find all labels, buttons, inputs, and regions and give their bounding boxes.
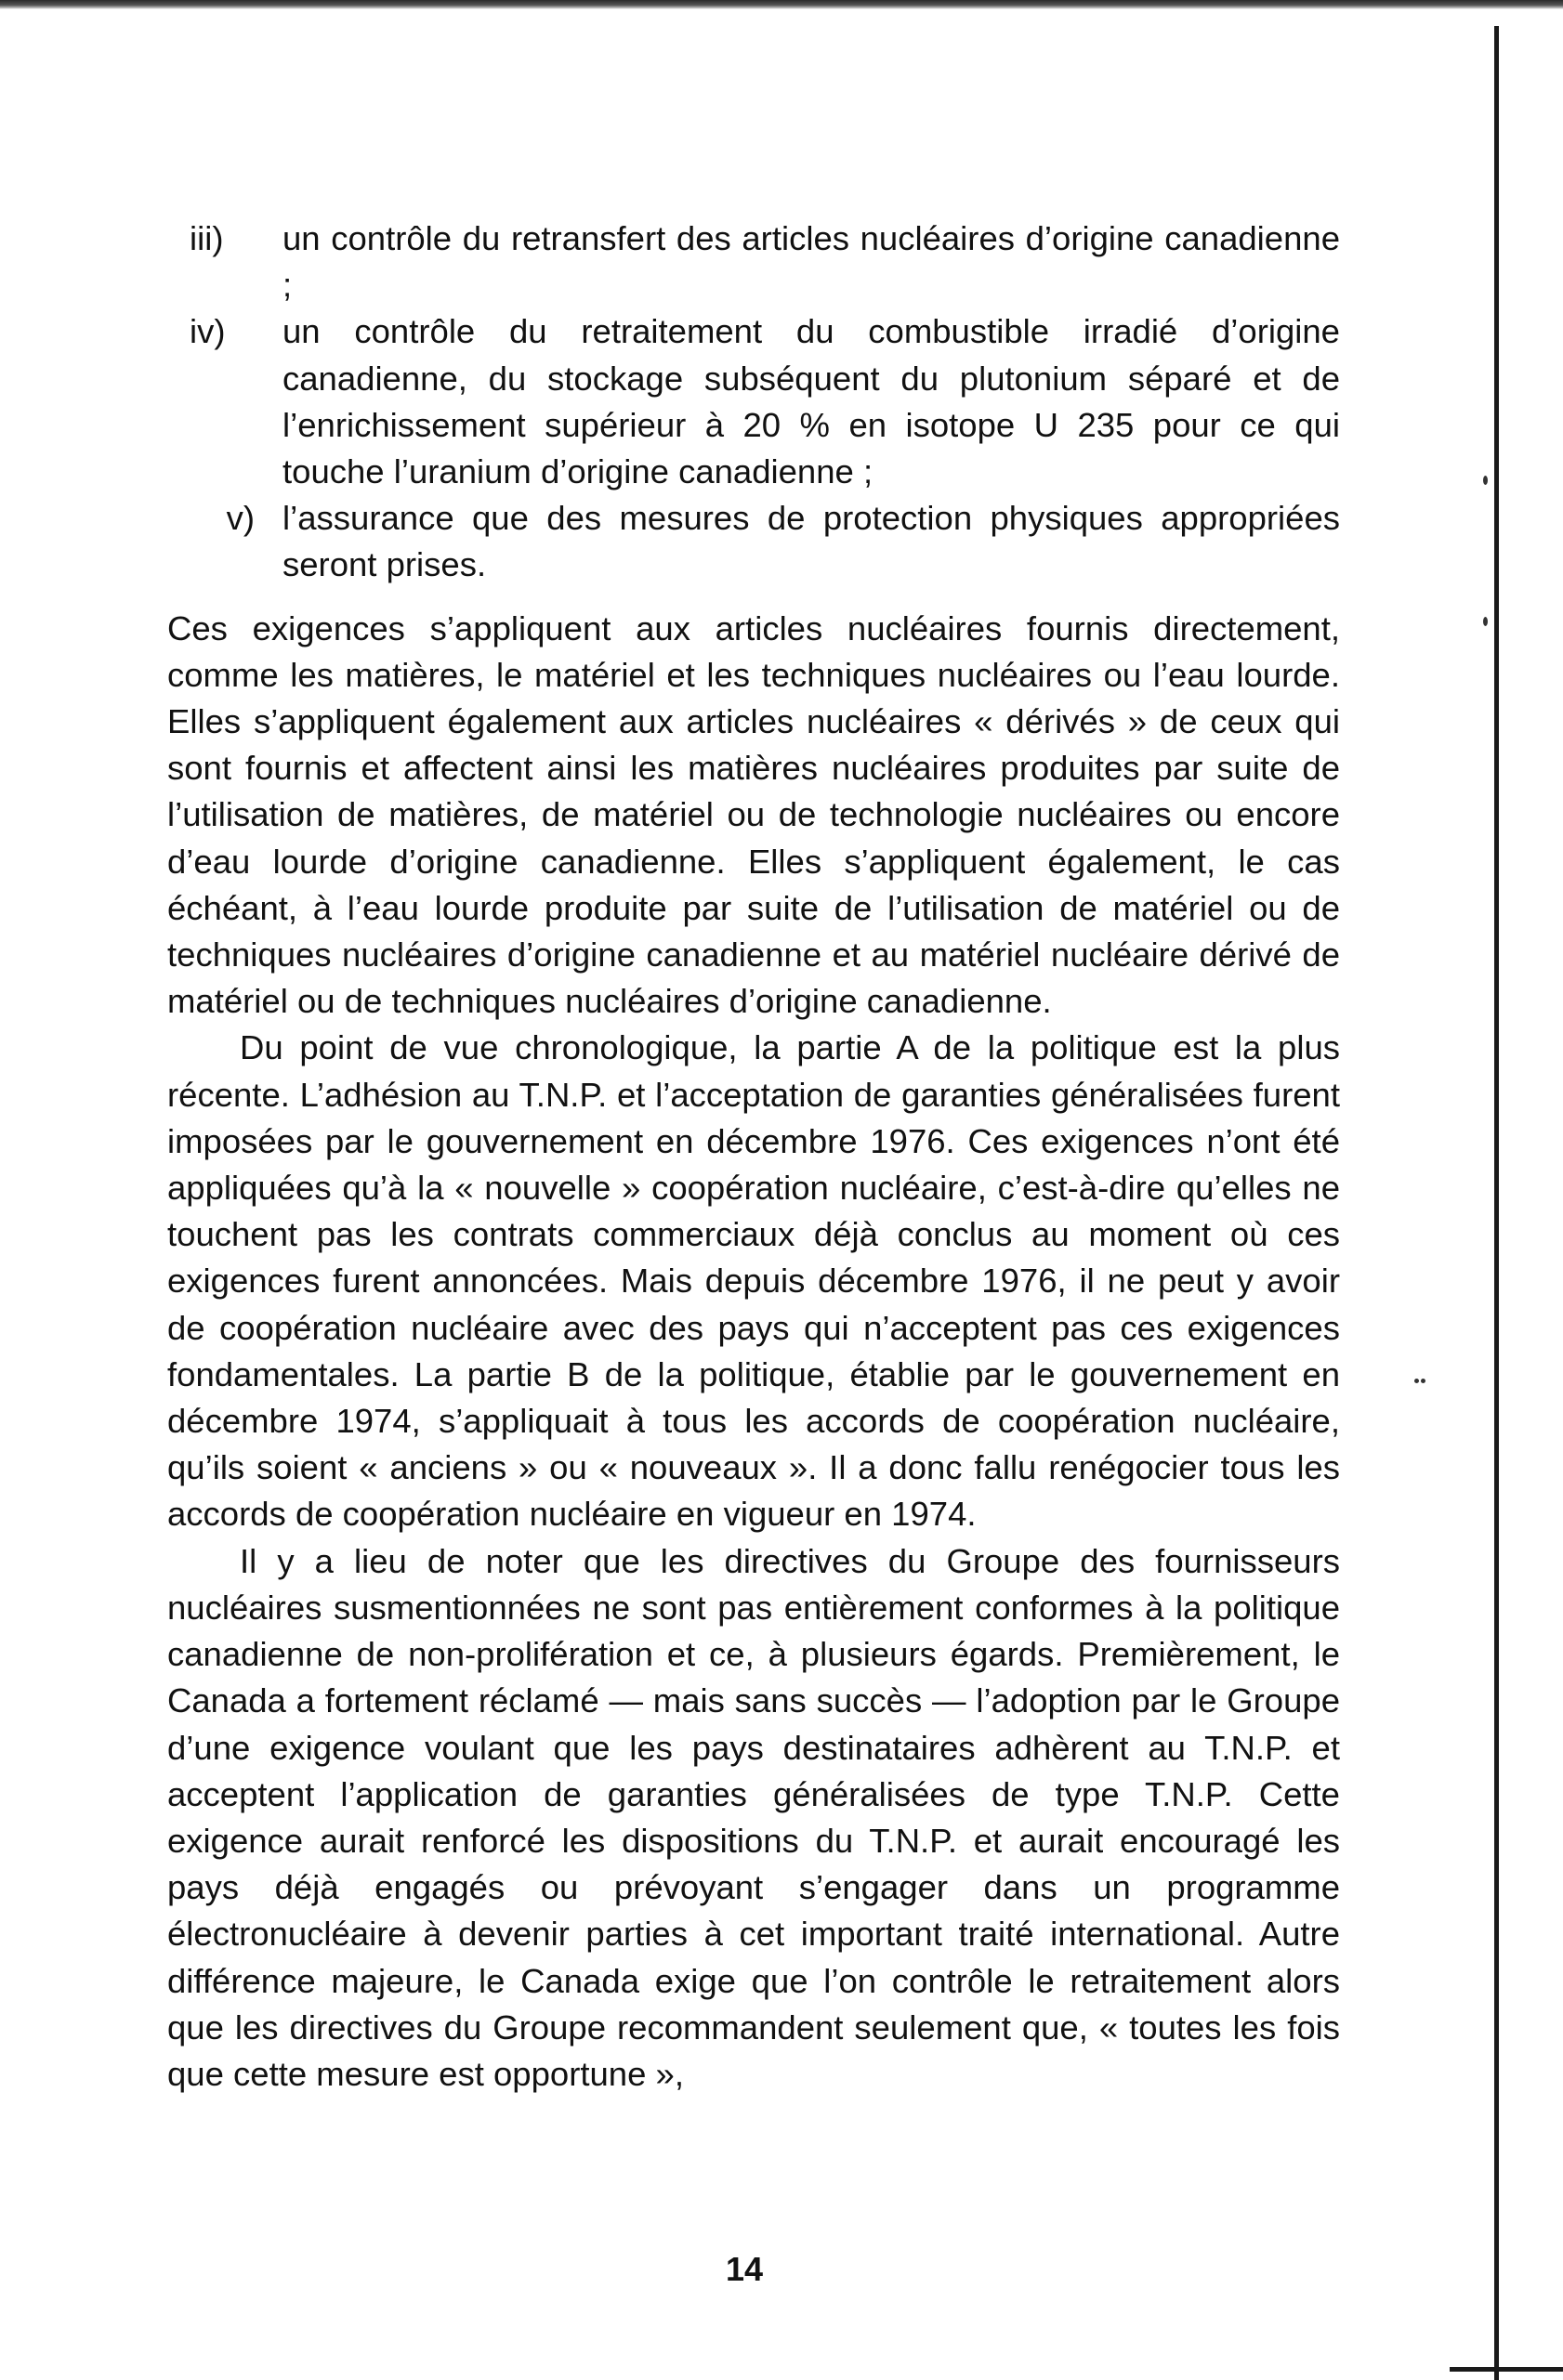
scan-speck <box>1483 617 1488 626</box>
page-number: 14 <box>725 2250 764 2288</box>
list-item-text: l’assurance que des mesures de protection physiques appropriées seront prises. <box>282 499 1340 584</box>
scan-speck <box>1483 476 1488 485</box>
scan-speck <box>1414 1379 1419 1383</box>
body-paragraph: Du point de vue chronologique, la partie A de la politique est la plus récente. L’adhésion au T.N.P. et l’acceptation de garanties généralisées furent imposées par le gouvernement en décembre 1976. Ces exigences n’ont été appliquées qu’à la « nouvelle » coopération nucléaire, c’est-à-dire qu’elles ne touchent pas les contrats commerciaux déjà conclus au moment où ces exigences furent annoncées. Mais depuis décembre 1976, il ne peut y avoir de coopération nucléaire avec des pays qui n’acceptent pas ces exigences fondamentales. La partie B de la politique, établie par le gouvernement en décembre 1974, s’appliquait à tous les accords de coopération nucléaire, qu’ils soient « anciens » ou « nouveaux ». Il a donc fallu renégocier tous les accords de coopération nucléaire en vigueur en 1974. <box>167 1028 1340 1534</box>
body-paragraph: Il y a lieu de noter que les directives du Groupe des fournisseurs nucléaires susmentionnées ne sont pas entièrement conformes à la politique canadienne de non-prolifération et ce, à plusieurs égards. Premièrement, le Canada a fortement réclamé — mais sans succès — l’adoption par le Groupe d’une exigence voulant que les pays destinataires adhèrent au T.N.P. et acceptent l’application de garanties généralisées de type T.N.P. Cette exigence aurait renforcé les dispositions du T.N.P. et aurait encouragé les pays déjà engagés ou prévoyant s’engager dans un programme électronucléaire à devenir parties à cet important traité international. Autre différence majeure, le Canada exige que l’on contrôle le retraitement alors que les directives du Groupe recommandent seulement que, « toutes les fois que cette mesure est opportune », <box>167 1541 1340 2093</box>
list-item <box>167 495 1340 588</box>
scan-right-edge <box>1494 26 1499 2380</box>
list-item-text: un contrôle du retransfert des articles nucléaires d’origine canadienne ; <box>282 219 1340 305</box>
list-marker: iv) <box>190 312 226 351</box>
conditions-list <box>167 216 1340 589</box>
list-item <box>167 216 1340 308</box>
page-body <box>167 216 1340 2098</box>
scan-corner-mark <box>1450 2367 1563 2372</box>
list-marker: v) <box>226 499 255 538</box>
list-marker: iii) <box>190 219 224 257</box>
scan-speck <box>1421 1379 1425 1383</box>
list-item <box>167 308 1340 495</box>
body-paragraph: Ces exigences s’appliquent aux articles nucléaires fournis directement, comme les matières, le matériel et les techniques nucléaires ou l’eau lourde. Elles s’appliquent également aux articles nucléaires « dérivés » de ceux qui sont fournis et affectent ainsi les matières nucléaires produites par suite de l’utilisation de matières, de matériel ou de technologie nucléaires ou encore d’eau lourde d’origine canadienne. Elles s’appliquent également, le cas échéant, à l’eau lourde produite par suite de l’utilisation de matériel ou de techniques nucléaires d’origine canadienne et au matériel nucléaire dérivé de matériel ou de techniques nucléaires d’origine canadienne. <box>167 608 1340 1021</box>
list-item-text: un contrôle du retraitement du combustible irradié d’origine canadienne, du stockage subséquent du plutonium séparé et de l’enrichissement supérieur à 20 % en isotope U 235 pour ce qui touche l’uranium d’origine canadienne ; <box>282 312 1340 491</box>
scan-top-edge <box>0 0 1563 9</box>
